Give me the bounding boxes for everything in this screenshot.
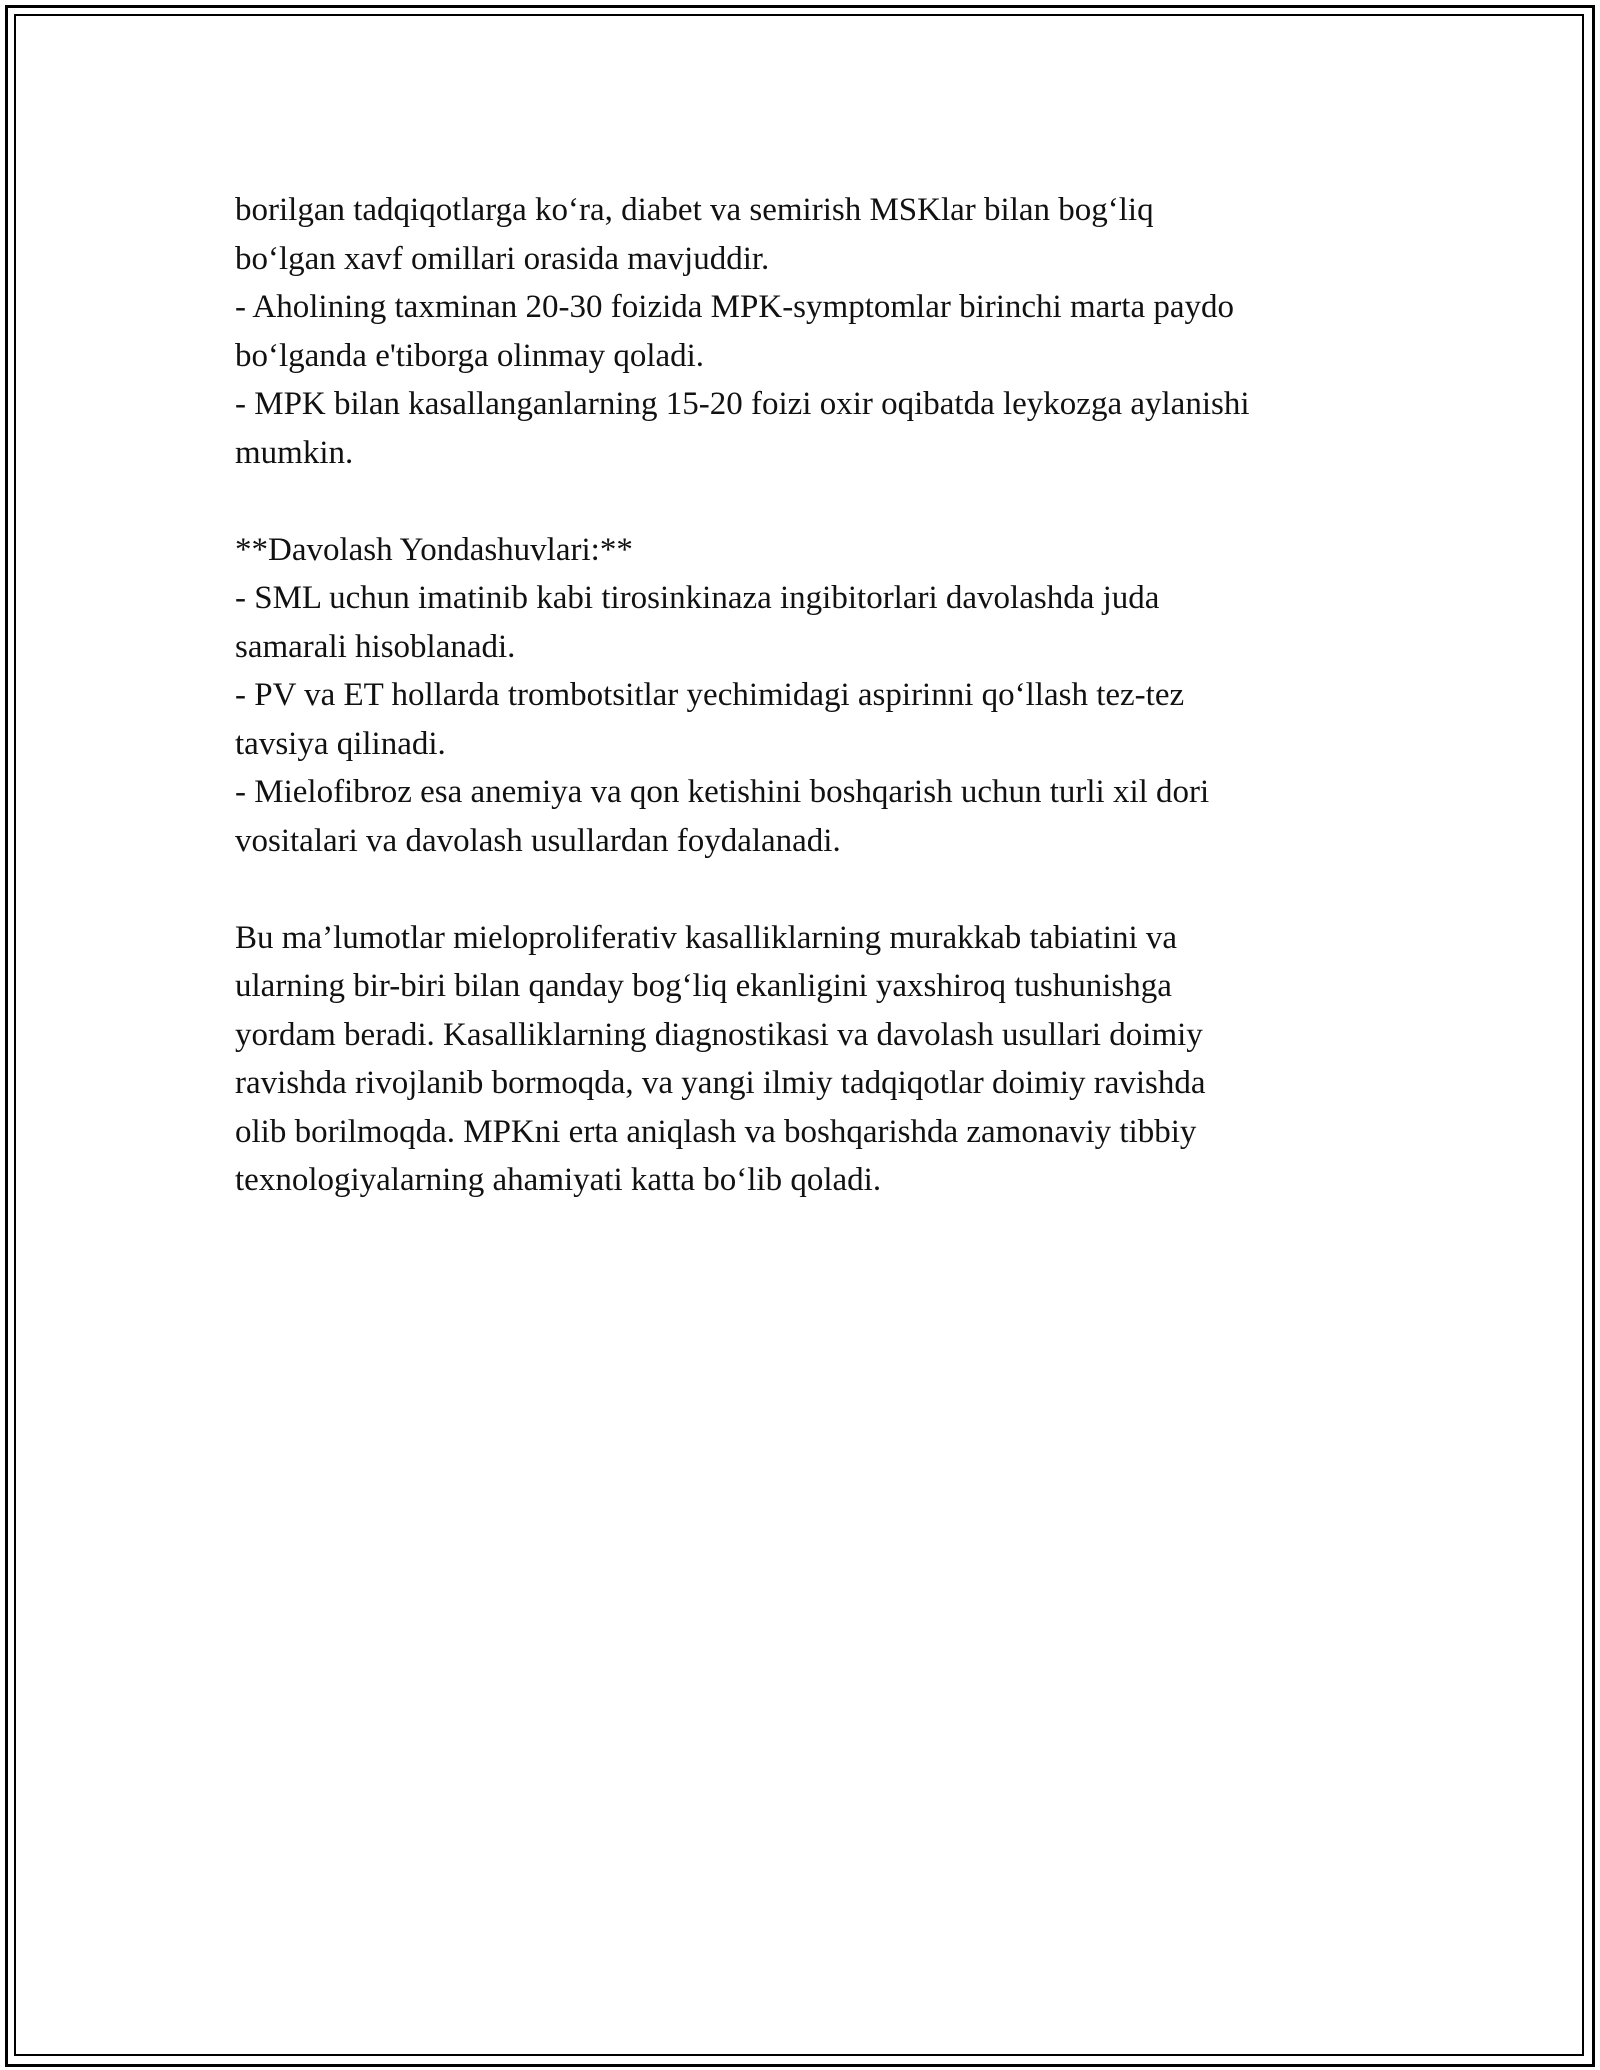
list-item: - Aholining taxminan 20-30 foizida MPK-symptomlar birinchi marta paydo [235,289,1234,325]
paragraph-spacer [235,477,1375,526]
text-line: ravishda rivojlanib bormoqda, va yangi ilmiy tadqiqotlar doimiy ravishda [235,1065,1206,1101]
list-item: - SML uchun imatinib kabi tirosinkinaza ingibitorlari davolashda juda [235,580,1160,616]
text-line: vositalari va davolash usullardan foydalanadi. [235,822,841,859]
text-line: bo‘lganda e'tiborga olinmay qoladi. [235,337,705,374]
text-line: samarali hisoblanadi. [235,628,516,665]
document-body [235,186,1375,1205]
list-item: - Mielofibroz esa anemiya va qon ketishini boshqarish uchun turli xil dori [235,774,1210,810]
text-line: ularning bir-biri bilan qanday bog‘liq ekanligini yaxshiroq tushunishga [235,968,1172,1004]
list-item: - MPK bilan kasallanganlarning 15-20 foizi oxir oqibatda leykozga aylanishi [235,386,1250,422]
text-line: bo‘lgan xavf omillari orasida mavjuddir. [235,240,770,277]
text-line: mumkin. [235,434,354,471]
list-item: - PV va ET hollarda trombotsitlar yechimidagi aspirinni qo‘llash tez-tez [235,677,1185,713]
text-line: olib borilmoqda. MPKni erta aniqlash va boshqarishda zamonaviy tibbiy [235,1113,1197,1150]
text-line: tavsiya qilinadi. [235,725,446,762]
section-heading: **Davolash Yondashuvlari:** [235,531,633,568]
text-line: texnologiyalarning ahamiyati katta bo‘lib qoladi. [235,1162,882,1198]
text-line: yordam beradi. Kasalliklarning diagnostikasi va davolash usullari doimiy [235,1016,1203,1053]
paragraph-spacer [235,865,1375,914]
text-line: borilgan tadqiqotlarga ko‘ra, diabet va semirish MSKlar bilan bog‘liq [235,192,1154,228]
text-line: Bu ma’lumotlar mieloproliferativ kasalliklarning murakkab tabiatini va [235,919,1178,956]
